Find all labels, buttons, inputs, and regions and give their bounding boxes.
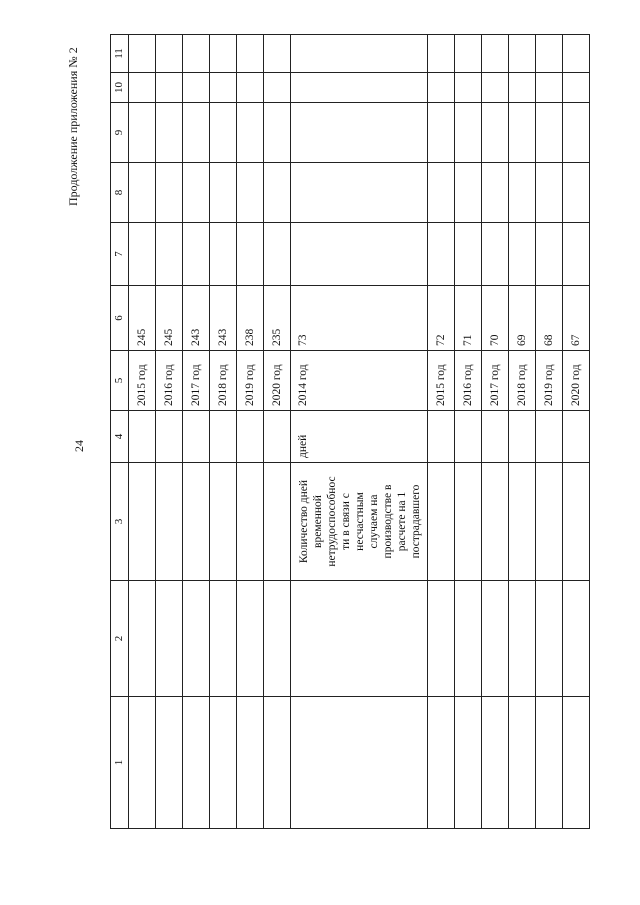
description-line: производстве в xyxy=(382,484,395,559)
year-cell: 2014 год xyxy=(291,351,428,411)
year-cell: 2020 год xyxy=(563,351,590,411)
table-row xyxy=(509,35,536,829)
col-number: 9 xyxy=(111,103,129,163)
indicator-description xyxy=(291,463,428,581)
description-line: ти в связи с xyxy=(340,493,353,550)
col-number: 5 xyxy=(111,351,129,411)
col-number: 7 xyxy=(111,223,129,286)
description-line: Количество дней xyxy=(298,479,310,564)
col-number: 6 xyxy=(111,286,129,351)
value-cell: 67 xyxy=(563,286,590,351)
col-number: 8 xyxy=(111,163,129,223)
table-row xyxy=(455,35,482,829)
year-cell: 2018 год xyxy=(210,351,237,411)
description-line: нетрудоспособнос xyxy=(326,476,339,567)
value-cell: 70 xyxy=(482,286,509,351)
table-row xyxy=(210,35,237,829)
description-line: временной xyxy=(312,495,325,548)
description-line: расчете на 1 xyxy=(396,491,409,552)
col-number: 1 xyxy=(111,697,129,829)
year-cell: 2020 год xyxy=(264,351,291,411)
table-row xyxy=(563,35,590,829)
value-cell: 243 xyxy=(183,286,210,351)
table-row xyxy=(237,35,264,829)
indicator-row xyxy=(291,35,428,829)
value-cell: 243 xyxy=(210,286,237,351)
table-row xyxy=(536,35,563,829)
unit-cell: дней xyxy=(291,411,428,463)
column-number-row xyxy=(111,35,129,829)
year-cell: 2015 год xyxy=(129,351,156,411)
value-cell: 72 xyxy=(428,286,455,351)
table-row xyxy=(428,35,455,829)
year-cell: 2016 год xyxy=(156,351,183,411)
value-cell: 245 xyxy=(129,286,156,351)
description-line: несчастным xyxy=(354,492,367,551)
col-number: 4 xyxy=(111,411,129,463)
year-cell: 2019 год xyxy=(237,351,264,411)
data-table xyxy=(110,35,582,829)
table-row xyxy=(183,35,210,829)
value-cell: 68 xyxy=(536,286,563,351)
year-cell: 2017 год xyxy=(183,351,210,411)
table-row xyxy=(129,35,156,829)
continuation-header: Продолжение приложения № 2 xyxy=(66,47,80,206)
description-line: пострадавшего xyxy=(410,484,423,559)
col-number: 3 xyxy=(111,463,129,581)
year-cell: 2016 год xyxy=(455,351,482,411)
table-row xyxy=(264,35,291,829)
value-cell: 73 xyxy=(291,286,428,351)
year-cell: 2018 год xyxy=(509,351,536,411)
year-cell: 2019 год xyxy=(536,351,563,411)
year-cell: 2015 год xyxy=(428,351,455,411)
value-cell: 245 xyxy=(156,286,183,351)
value-cell: 71 xyxy=(455,286,482,351)
table-row xyxy=(482,35,509,829)
col-number: 10 xyxy=(111,73,129,103)
description-line: случаем на xyxy=(368,494,381,549)
value-cell: 235 xyxy=(264,286,291,351)
col-number: 11 xyxy=(111,35,129,73)
year-cell: 2017 год xyxy=(482,351,509,411)
table-row xyxy=(156,35,183,829)
value-cell: 69 xyxy=(509,286,536,351)
value-cell: 238 xyxy=(237,286,264,351)
col-number: 2 xyxy=(111,581,129,697)
page-number: 24 xyxy=(72,440,86,452)
